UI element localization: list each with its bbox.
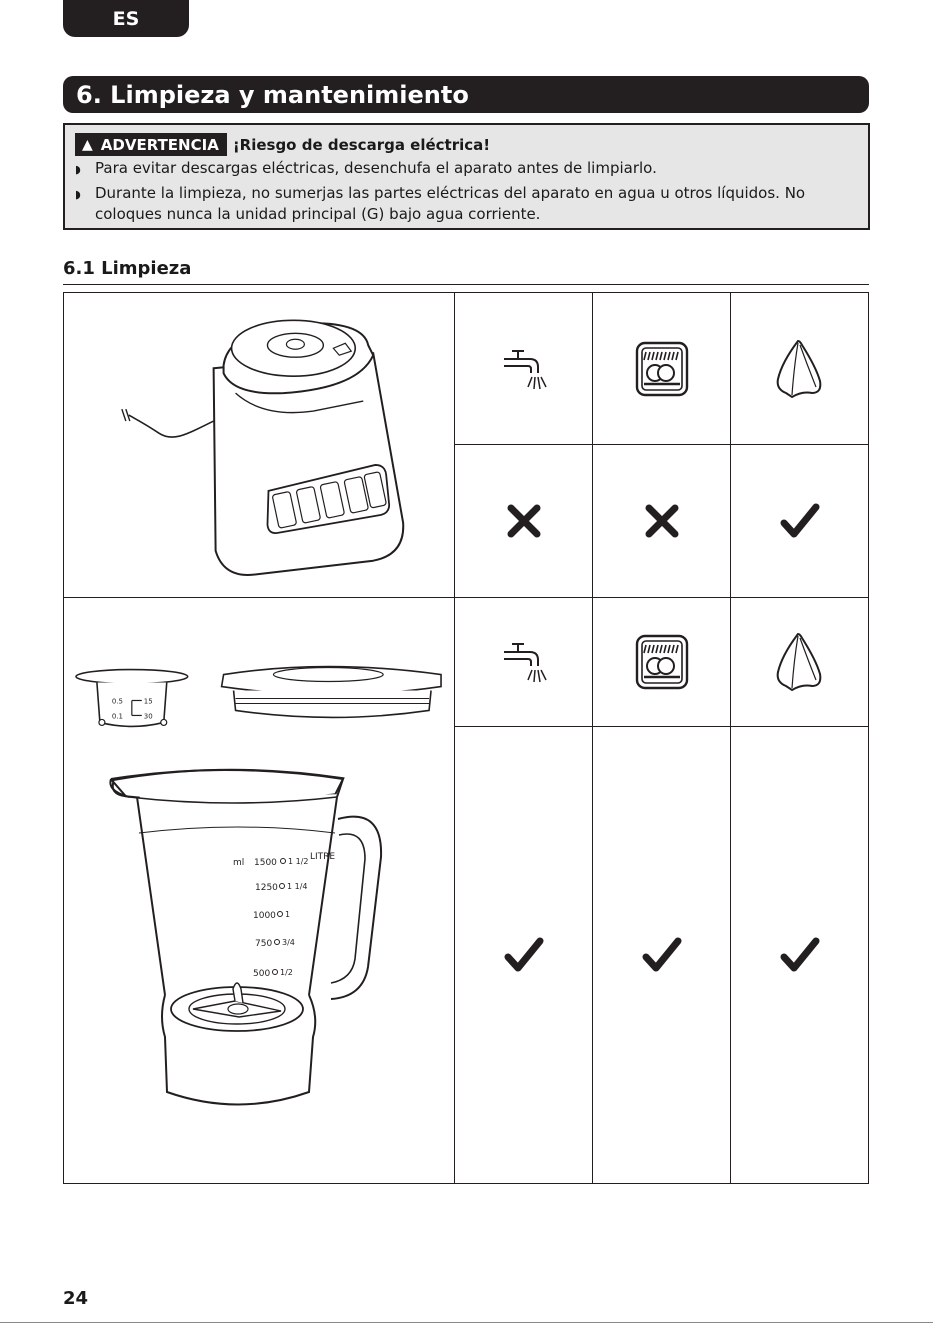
jug-marking-litre: 1/2 — [280, 968, 293, 977]
result-cell — [731, 445, 868, 598]
method-cell-rinse — [455, 598, 593, 727]
result-cell — [731, 727, 868, 1183]
bullet-icon: ◗ — [75, 163, 81, 176]
jug-marking-litre: 3/4 — [282, 938, 295, 947]
cap-marking: 0.5 — [111, 697, 123, 706]
warning-box — [63, 123, 870, 230]
check-icon — [780, 937, 820, 973]
method-cell-dishwasher — [593, 293, 731, 445]
cross-icon — [507, 504, 541, 538]
main-unit-cell — [64, 293, 455, 598]
warning-label — [75, 133, 227, 156]
cloth-icon — [772, 337, 828, 401]
bullet-icon: ◗ — [75, 188, 81, 201]
cap-marking: 30 — [143, 712, 153, 721]
jug-marking-litre: 1 — [285, 910, 291, 919]
cap-marking: 0.1 — [111, 712, 123, 721]
dishwasher-icon — [634, 339, 690, 399]
jug-marking-ml: 1500 — [254, 858, 277, 868]
subsection-title: 6.1 Limpieza — [63, 258, 192, 279]
jug-unit-ml: ml — [233, 858, 245, 868]
warning-label-text: ADVERTENCIA — [100, 135, 219, 154]
warning-title: ¡Riesgo de descarga eléctrica! — [232, 135, 491, 154]
method-cell-cloth — [731, 293, 868, 445]
section-title: 6. Limpieza y mantenimiento — [63, 76, 869, 113]
jug-marking-ml: 500 — [253, 969, 271, 979]
cross-icon — [645, 504, 679, 538]
warning-triangle-icon: ▲ — [82, 136, 93, 153]
subsection-divider — [63, 284, 869, 285]
method-cell-cloth — [731, 598, 868, 727]
warning-bullet — [75, 183, 835, 225]
language-tab: ES — [63, 0, 189, 37]
main-unit-illustration — [64, 293, 454, 598]
jug-marking-ml: 750 — [255, 939, 273, 949]
cloth-icon — [772, 630, 828, 694]
bottom-divider — [0, 1322, 933, 1323]
result-cell — [593, 445, 731, 598]
check-icon — [642, 937, 682, 973]
warning-header — [75, 133, 490, 156]
page-number: 24 — [63, 1288, 89, 1309]
warning-bullet-text: Durante la limpieza, no sumerjas las partes eléctricas del aparato en agua u otros líquidos. No coloques nunca la unidad principal (G) bajo agua corriente. — [95, 184, 806, 223]
check-icon — [780, 503, 820, 539]
jug-marking-ml: 1000 — [253, 911, 276, 921]
faucet-icon — [494, 339, 554, 399]
method-cell-rinse — [455, 293, 593, 445]
jug-marking-ml: 1250 — [255, 883, 278, 893]
warning-bullet-text: Para evitar descargas eléctricas, desenchufa el aparato antes de limpiarlo. — [95, 159, 657, 177]
result-cell — [455, 445, 593, 598]
check-icon — [504, 937, 544, 973]
warning-bullet — [75, 158, 835, 180]
faucet-icon — [494, 632, 554, 692]
result-cell — [593, 727, 731, 1183]
jug-drawing — [63, 597, 454, 1182]
cap-marking: 15 — [143, 697, 153, 706]
jug-marking-litre: 1 1/2 — [288, 857, 309, 866]
method-cell-dishwasher — [593, 598, 731, 727]
result-cell — [455, 727, 593, 1183]
dishwasher-icon — [634, 632, 690, 692]
jug-unit-litre: LITRE — [310, 852, 336, 862]
jug-marking-litre: 1 1/4 — [287, 882, 308, 891]
